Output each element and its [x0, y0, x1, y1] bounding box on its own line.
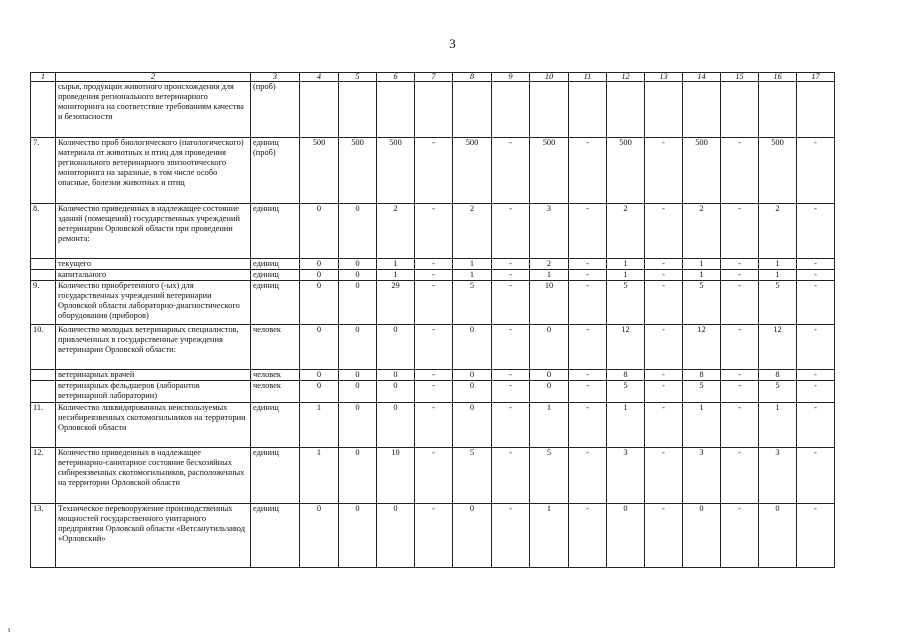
header-cell: 3: [251, 73, 300, 82]
value-cell: 0: [530, 325, 569, 370]
value-cell: -: [415, 325, 453, 370]
value-cell: -: [645, 270, 683, 281]
header-cell: 13: [645, 73, 683, 82]
value-cell: -: [415, 448, 453, 504]
value-cell: 1: [607, 270, 645, 281]
unit-cell: человек: [251, 381, 300, 403]
value-cell: [415, 82, 453, 138]
row-number: 13.: [31, 504, 56, 568]
value-cell: [721, 82, 759, 138]
value-cell: 0: [530, 370, 569, 381]
value-cell: 1: [759, 270, 797, 281]
value-cell: 5: [530, 448, 569, 504]
value-cell: 0: [339, 270, 377, 281]
value-cell: 1: [607, 403, 645, 448]
value-cell: [797, 82, 835, 138]
row-number: [31, 259, 56, 270]
indicator-name: сырья, продукции животного происхождения для проведения регионального ветеринарного мониторинга на соответствие требованиям качества и безопасности: [56, 82, 251, 138]
value-cell: -: [492, 504, 530, 568]
value-cell: -: [721, 448, 759, 504]
value-cell: -: [645, 448, 683, 504]
header-cell: 8: [453, 73, 492, 82]
value-cell: 0: [339, 403, 377, 448]
unit-cell: единиц: [251, 403, 300, 448]
value-cell: 3: [683, 448, 721, 504]
value-cell: 1: [453, 270, 492, 281]
value-cell: [645, 82, 683, 138]
value-cell: [683, 82, 721, 138]
value-cell: 500: [607, 138, 645, 204]
value-cell: -: [569, 259, 607, 270]
value-cell: 1: [453, 259, 492, 270]
unit-cell: единиц: [251, 259, 300, 270]
table-row: [31, 448, 835, 504]
value-cell: 2: [683, 204, 721, 259]
value-cell: 1: [377, 270, 415, 281]
value-cell: -: [492, 381, 530, 403]
table-row: [31, 270, 835, 281]
row-number: 12.: [31, 448, 56, 504]
value-cell: 0: [300, 381, 339, 403]
margin-mark: ι: [8, 625, 11, 634]
value-cell: [492, 82, 530, 138]
value-cell: -: [721, 259, 759, 270]
value-cell: -: [569, 270, 607, 281]
value-cell: [453, 82, 492, 138]
value-cell: -: [645, 403, 683, 448]
header-cell: 6: [377, 73, 415, 82]
indicator-name: Количество молодых ветеринарных специалистов, привлеченных в государственные учреждения ветеринарии Орловской области:: [56, 325, 251, 370]
value-cell: [569, 82, 607, 138]
value-cell: 3: [607, 448, 645, 504]
value-cell: -: [797, 204, 835, 259]
value-cell: -: [415, 138, 453, 204]
value-cell: -: [569, 381, 607, 403]
value-cell: 10: [377, 448, 415, 504]
value-cell: 1: [683, 270, 721, 281]
value-cell: -: [797, 325, 835, 370]
value-cell: -: [645, 370, 683, 381]
value-cell: -: [492, 325, 530, 370]
table-row: [31, 325, 835, 370]
value-cell: 8: [759, 370, 797, 381]
header-row: [31, 73, 835, 82]
row-number: [31, 370, 56, 381]
table-row: [31, 403, 835, 448]
indicator-name: ветеринарных фельдшеров (лаборантов ветеринарной лаборатории): [56, 381, 251, 403]
value-cell: 0: [377, 504, 415, 568]
value-cell: 0: [607, 504, 645, 568]
value-cell: 0: [300, 270, 339, 281]
value-cell: 5: [607, 281, 645, 325]
value-cell: 0: [377, 403, 415, 448]
value-cell: -: [415, 270, 453, 281]
value-cell: 1: [759, 403, 797, 448]
value-cell: -: [721, 204, 759, 259]
row-number: 11.: [31, 403, 56, 448]
value-cell: -: [797, 403, 835, 448]
value-cell: 0: [300, 504, 339, 568]
table-row: [31, 259, 835, 270]
unit-cell: единиц: [251, 448, 300, 504]
value-cell: -: [645, 281, 683, 325]
value-cell: 500: [759, 138, 797, 204]
value-cell: 3: [759, 448, 797, 504]
value-cell: -: [569, 281, 607, 325]
value-cell: 0: [683, 504, 721, 568]
value-cell: 0: [339, 325, 377, 370]
value-cell: -: [492, 281, 530, 325]
header-cell: 4: [300, 73, 339, 82]
value-cell: 2: [607, 204, 645, 259]
value-cell: 0: [339, 281, 377, 325]
unit-cell: единиц (проб): [251, 138, 300, 204]
value-cell: -: [645, 504, 683, 568]
value-cell: 0: [300, 370, 339, 381]
value-cell: -: [492, 370, 530, 381]
unit-cell: единиц: [251, 204, 300, 259]
value-cell: -: [797, 138, 835, 204]
header-cell: 14: [683, 73, 721, 82]
value-cell: -: [797, 270, 835, 281]
value-cell: -: [415, 204, 453, 259]
value-cell: 0: [453, 504, 492, 568]
table-row: [31, 504, 835, 568]
value-cell: 1: [530, 504, 569, 568]
table-row: [31, 138, 835, 204]
value-cell: 0: [453, 370, 492, 381]
indicator-name: Количество проб биологического (патологического) материала от животных и птиц для проведения регионального ветеринарного эпизоотического мониторинга на заразные, в том числе особо опасные, болезни животных и птиц: [56, 138, 251, 204]
row-number: [31, 82, 56, 138]
value-cell: -: [721, 270, 759, 281]
value-cell: 1: [300, 403, 339, 448]
value-cell: 1: [683, 259, 721, 270]
header-cell: 5: [339, 73, 377, 82]
value-cell: -: [721, 281, 759, 325]
value-cell: -: [721, 370, 759, 381]
value-cell: -: [797, 448, 835, 504]
value-cell: 1: [759, 259, 797, 270]
value-cell: [339, 82, 377, 138]
value-cell: -: [645, 325, 683, 370]
value-cell: 1: [683, 403, 721, 448]
table-row: [31, 381, 835, 403]
header-cell: 1: [31, 73, 56, 82]
value-cell: [377, 82, 415, 138]
header-cell: 16: [759, 73, 797, 82]
value-cell: 5: [683, 281, 721, 325]
value-cell: -: [492, 403, 530, 448]
table-row: [31, 204, 835, 259]
value-cell: -: [721, 138, 759, 204]
value-cell: 0: [759, 504, 797, 568]
row-number: [31, 270, 56, 281]
value-cell: 2: [530, 259, 569, 270]
value-cell: 0: [453, 381, 492, 403]
value-cell: -: [492, 259, 530, 270]
value-cell: -: [797, 504, 835, 568]
value-cell: 12: [759, 325, 797, 370]
value-cell: -: [492, 448, 530, 504]
value-cell: -: [415, 259, 453, 270]
value-cell: 1: [377, 259, 415, 270]
table-row: [31, 82, 835, 138]
row-number: 9.: [31, 281, 56, 325]
value-cell: 0: [339, 448, 377, 504]
header-cell: 7: [415, 73, 453, 82]
header-cell: 9: [492, 73, 530, 82]
value-cell: -: [415, 370, 453, 381]
value-cell: 500: [683, 138, 721, 204]
row-number: 8.: [31, 204, 56, 259]
value-cell: 0: [339, 204, 377, 259]
indicator-name: капитального: [56, 270, 251, 281]
value-cell: -: [569, 204, 607, 259]
value-cell: -: [569, 403, 607, 448]
value-cell: 0: [377, 370, 415, 381]
value-cell: -: [569, 138, 607, 204]
value-cell: 500: [377, 138, 415, 204]
value-cell: -: [645, 204, 683, 259]
value-cell: 8: [683, 370, 721, 381]
value-cell: -: [645, 138, 683, 204]
value-cell: 2: [377, 204, 415, 259]
value-cell: 2: [759, 204, 797, 259]
indicator-name: Количество приобретенного (-ых) для государственных учреждений ветеринарии Орловской области лабораторно-диагностического оборудования (приборов): [56, 281, 251, 325]
header-cell: 15: [721, 73, 759, 82]
value-cell: -: [569, 448, 607, 504]
indicator-name: Количество приведенных в надлежащее ветеринарно-санитарное состояние бесхозяйных сибиреязвенных скотомогильников, расположенных на территории Орловской области: [56, 448, 251, 504]
value-cell: 3: [530, 204, 569, 259]
value-cell: [607, 82, 645, 138]
value-cell: 12: [607, 325, 645, 370]
value-cell: 0: [300, 204, 339, 259]
value-cell: 0: [530, 381, 569, 403]
value-cell: 8: [607, 370, 645, 381]
value-cell: -: [797, 281, 835, 325]
value-cell: -: [569, 504, 607, 568]
value-cell: -: [721, 381, 759, 403]
value-cell: 0: [300, 325, 339, 370]
unit-cell: (проб): [251, 82, 300, 138]
value-cell: 5: [759, 381, 797, 403]
value-cell: 0: [339, 370, 377, 381]
value-cell: 0: [339, 259, 377, 270]
indicator-name: Количество приведенных в надлежащее состояние зданий (помещений) государственных учреждений ветеринарии Орловской области при проведении ремонта:: [56, 204, 251, 259]
value-cell: 1: [530, 403, 569, 448]
value-cell: [530, 82, 569, 138]
header-cell: 12: [607, 73, 645, 82]
value-cell: -: [721, 403, 759, 448]
value-cell: -: [492, 138, 530, 204]
header-cell: 11: [569, 73, 607, 82]
value-cell: 1: [607, 259, 645, 270]
value-cell: -: [721, 504, 759, 568]
value-cell: -: [492, 270, 530, 281]
value-cell: -: [569, 325, 607, 370]
value-cell: 0: [339, 381, 377, 403]
table-row: [31, 281, 835, 325]
indicator-name: Техническое перевооружение производственных мощностей государственного унитарного предприятия Орловской области «Ветсанутильзавод «Орловский»: [56, 504, 251, 568]
value-cell: -: [415, 504, 453, 568]
row-number: [31, 381, 56, 403]
unit-cell: единиц: [251, 504, 300, 568]
value-cell: -: [645, 259, 683, 270]
value-cell: 0: [377, 325, 415, 370]
value-cell: 0: [300, 259, 339, 270]
indicator-name: текущего: [56, 259, 251, 270]
value-cell: 5: [453, 281, 492, 325]
indicator-name: Количество ликвидированных неиспользуемых несибиреязвенных скотомогильников на территории Орловской области: [56, 403, 251, 448]
value-cell: 10: [530, 281, 569, 325]
value-cell: 0: [453, 403, 492, 448]
page-number: 3: [449, 36, 456, 51]
value-cell: -: [492, 204, 530, 259]
header-cell: 10: [530, 73, 569, 82]
value-cell: 12: [683, 325, 721, 370]
value-cell: 500: [300, 138, 339, 204]
table-row: [31, 370, 835, 381]
value-cell: -: [721, 325, 759, 370]
value-cell: -: [569, 370, 607, 381]
value-cell: 5: [759, 281, 797, 325]
value-cell: 1: [300, 448, 339, 504]
value-cell: 0: [339, 504, 377, 568]
header-cell: 17: [797, 73, 835, 82]
value-cell: 0: [377, 381, 415, 403]
unit-cell: единиц: [251, 270, 300, 281]
header-cell: 2: [56, 73, 251, 82]
value-cell: 0: [453, 325, 492, 370]
value-cell: 500: [453, 138, 492, 204]
value-cell: -: [645, 381, 683, 403]
value-cell: [759, 82, 797, 138]
value-cell: 5: [453, 448, 492, 504]
value-cell: 5: [683, 381, 721, 403]
unit-cell: человек: [251, 370, 300, 381]
row-number: 7.: [31, 138, 56, 204]
value-cell: 29: [377, 281, 415, 325]
value-cell: -: [415, 403, 453, 448]
value-cell: -: [415, 381, 453, 403]
value-cell: -: [415, 281, 453, 325]
row-number: 10.: [31, 325, 56, 370]
unit-cell: единиц: [251, 281, 300, 325]
value-cell: [300, 82, 339, 138]
indicator-name: ветеринарных врачей: [56, 370, 251, 381]
value-cell: 1: [530, 270, 569, 281]
value-cell: 500: [339, 138, 377, 204]
value-cell: -: [797, 381, 835, 403]
unit-cell: человек: [251, 325, 300, 370]
value-cell: -: [797, 370, 835, 381]
value-cell: 5: [607, 381, 645, 403]
value-cell: 0: [300, 281, 339, 325]
value-cell: -: [797, 259, 835, 270]
value-cell: 2: [453, 204, 492, 259]
value-cell: 500: [530, 138, 569, 204]
indicators-table: [30, 72, 835, 568]
